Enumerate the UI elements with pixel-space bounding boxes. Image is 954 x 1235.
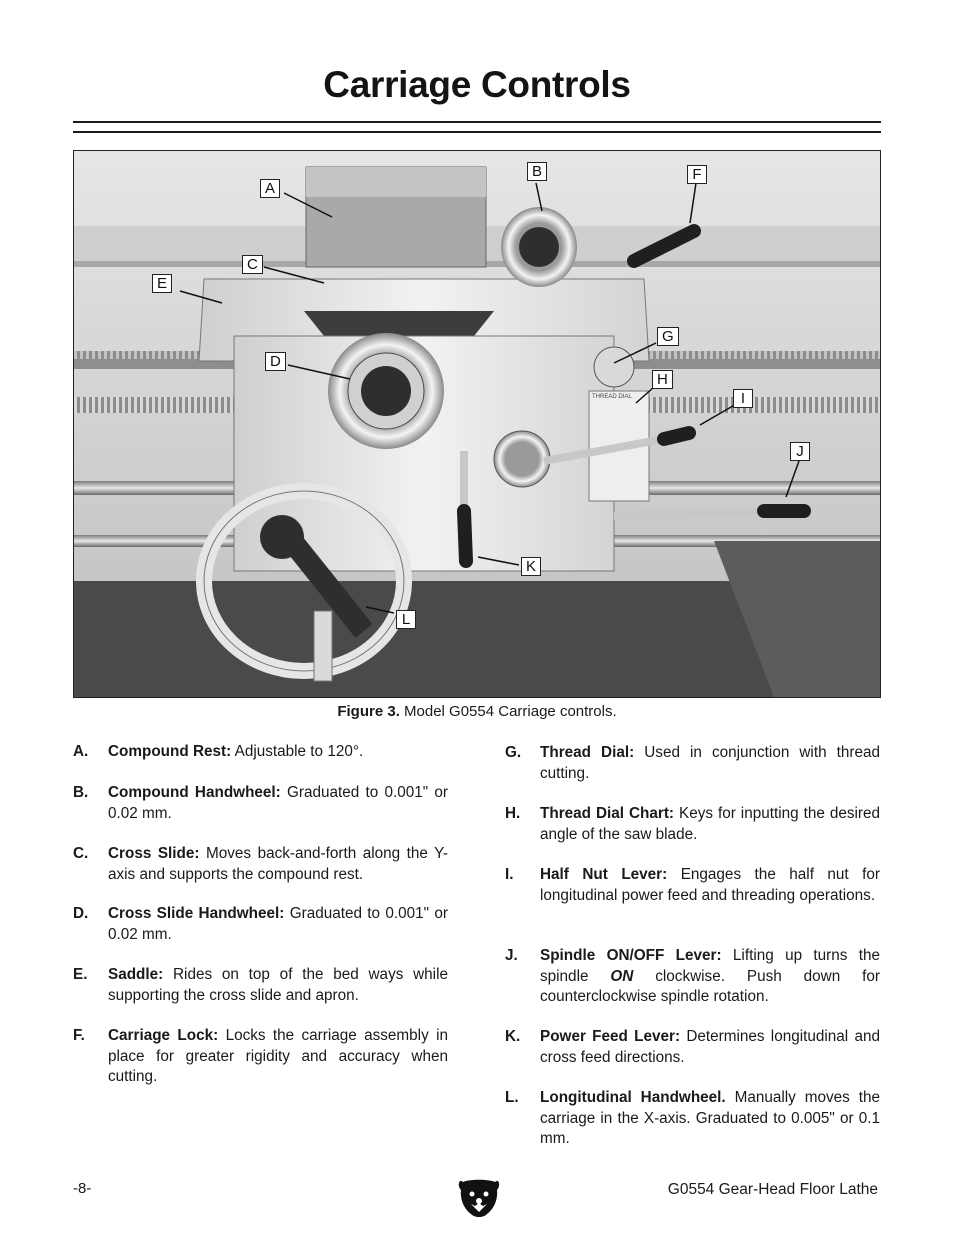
list-item xyxy=(73,1026,448,1088)
list-item xyxy=(505,1088,880,1150)
page-number: -8- xyxy=(73,1180,92,1197)
item-desc: Moves back-and-forth along the Y-axis and supports the compound rest. xyxy=(108,845,448,883)
item-letter: B. xyxy=(73,784,89,801)
item-letter: L. xyxy=(505,1089,519,1106)
callout-a: A xyxy=(260,179,280,198)
caption-label: Figure 3. xyxy=(337,703,400,720)
page-title: Carriage Controls xyxy=(323,64,631,105)
figure-caption xyxy=(0,703,954,720)
item-letter: I. xyxy=(505,866,514,883)
item-desc: Lifting up turns the spindle xyxy=(540,947,881,985)
item-desc: Determines longitudinal and cross feed directions. xyxy=(540,1028,880,1066)
callout-c: C xyxy=(242,255,263,274)
callout-d: D xyxy=(265,352,286,371)
list-item xyxy=(505,865,880,906)
title-rule-bottom xyxy=(73,131,881,133)
list-item xyxy=(73,965,448,1006)
item-letter: H. xyxy=(505,805,521,822)
item-desc: Keys for inputting the desired angle of the saw blade. xyxy=(540,805,880,843)
caption-text: Model G0554 Carriage controls. xyxy=(399,703,617,720)
list-item xyxy=(505,946,880,1008)
item-letter: E. xyxy=(73,966,88,983)
item-term: Thread Dial Chart: xyxy=(540,805,675,822)
thread-dial-placard: THREAD DIAL xyxy=(592,394,632,400)
item-term: Compound Rest: xyxy=(108,743,232,760)
list-item xyxy=(73,783,448,824)
item-letter: C. xyxy=(73,845,89,862)
carriage-figure xyxy=(73,150,881,698)
list-item xyxy=(505,743,880,784)
item-desc: Rides on top of the bed ways while supporting the cross slide and apron. xyxy=(108,966,448,1004)
item-desc: Used in conjunction with thread cutting. xyxy=(540,744,880,782)
callout-i: I xyxy=(733,389,753,408)
item-term: Compound Handwheel: xyxy=(108,784,281,801)
item-term: Power Feed Lever: xyxy=(540,1028,681,1045)
item-term: Cross Slide: xyxy=(108,845,200,862)
item-term: Half Nut Lever: xyxy=(540,866,668,883)
list-item xyxy=(73,844,448,885)
item-letter: F. xyxy=(73,1027,85,1044)
item-letter: K. xyxy=(505,1028,521,1045)
list-item xyxy=(505,804,880,845)
list-item xyxy=(73,904,448,945)
callout-e: E xyxy=(152,274,172,293)
list-item xyxy=(73,742,448,763)
item-desc: Graduated to 0.001" or 0.02 mm. xyxy=(108,784,448,822)
item-desc: Locks the carriage assembly in place for greater rigidity and accuracy when cutting. xyxy=(108,1027,448,1085)
callout-b: B xyxy=(527,162,547,181)
item-desc: Adjustable to 120°. xyxy=(231,743,364,760)
item-letter: A. xyxy=(73,743,89,760)
title-rule-top xyxy=(73,121,881,123)
item-desc: Manually moves the carriage in the X-axis. Graduated to 0.005" or 0.1 mm. xyxy=(540,1089,880,1147)
footer-title: G0554 Gear-Head Floor Lathe xyxy=(667,1181,878,1198)
item-term: Carriage Lock: xyxy=(108,1027,219,1044)
callout-f: F xyxy=(687,165,707,184)
callout-l: L xyxy=(396,610,416,629)
item-term: Saddle: xyxy=(108,966,164,983)
item-letter: D. xyxy=(73,905,89,922)
item-letter: J. xyxy=(505,947,518,964)
callout-k: K xyxy=(521,557,541,576)
list-item xyxy=(505,1027,880,1068)
callout-h: H xyxy=(652,370,673,389)
item-letter: G. xyxy=(505,744,522,761)
item-term: Spindle ON/OFF Lever: xyxy=(540,947,722,964)
item-desc: Engages the half nut for longitudinal power feed and threading operations. xyxy=(540,866,880,904)
carriage-illustration xyxy=(74,151,880,697)
item-desc: Graduated to 0.001" or 0.02 mm. xyxy=(108,905,448,943)
item-emphasis: ON xyxy=(610,967,634,985)
bear-logo-icon xyxy=(457,1176,501,1225)
item-term: Cross Slide Handwheel: xyxy=(108,905,285,922)
item-desc: clockwise. Push down for counterclockwise spindle rotation. xyxy=(540,967,880,1005)
callout-j: J xyxy=(790,442,810,461)
item-term: Thread Dial: xyxy=(540,744,635,761)
callout-g: G xyxy=(657,327,679,346)
item-term: Longitudinal Handwheel. xyxy=(540,1089,726,1106)
